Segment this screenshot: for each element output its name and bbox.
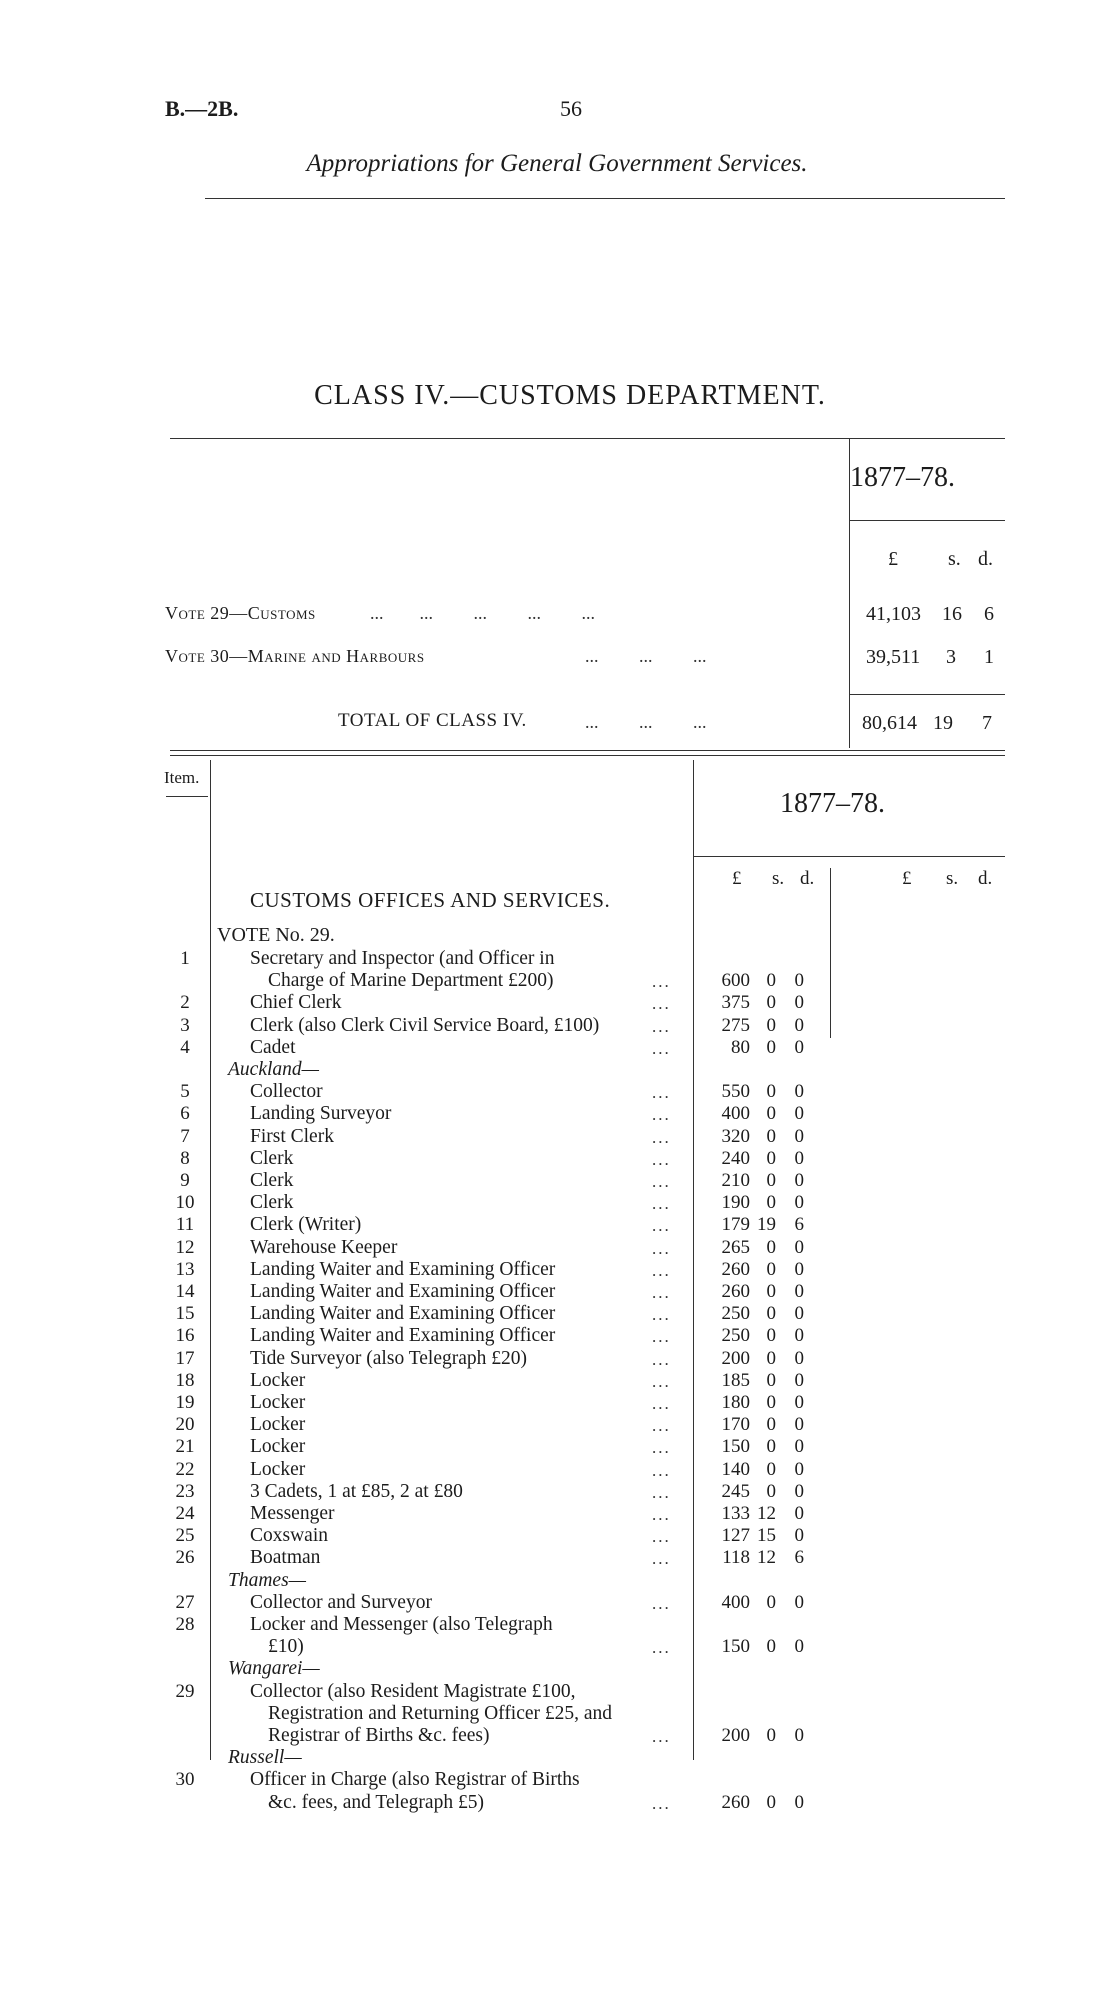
item-number: 23 <box>175 1480 195 1502</box>
amount-pence: 0 <box>794 1258 804 1280</box>
leader-dots: ... <box>652 1305 671 1325</box>
item-number: 2 <box>180 992 190 1014</box>
amount-shillings: 0 <box>766 1591 776 1613</box>
item-number: 12 <box>175 1236 195 1258</box>
summary-total-pence: 7 <box>982 712 992 734</box>
amount-shillings: 12 <box>757 1503 776 1524</box>
amount-shillings: 0 <box>766 1281 776 1302</box>
amount-pounds: 240 <box>721 1147 750 1169</box>
class-title: CLASS IV.—CUSTOMS DEPARTMENT. <box>314 380 826 411</box>
amount-shillings: 0 <box>766 970 776 992</box>
item-description: Collector (also Resident Magistrate £100, <box>250 1680 576 1702</box>
amount-shillings: 0 <box>766 1014 776 1036</box>
amount-pounds: 400 <box>721 1591 750 1613</box>
item-number: 8 <box>180 1147 190 1169</box>
item-description: Landing Waiter and Examining Officer <box>250 1281 556 1302</box>
summary-total-shillings: 19 <box>933 712 953 734</box>
item-description: Landing Waiter and Examining Officer <box>250 1303 556 1325</box>
item-column-header: Item. <box>164 768 200 787</box>
item-number: 16 <box>175 1325 195 1347</box>
item-number: 14 <box>175 1281 195 1302</box>
leader-dots: ... <box>652 1349 671 1369</box>
item-description: Clerk (Writer) <box>250 1214 362 1236</box>
summary-vote-pence: 6 <box>984 603 994 625</box>
amount-pence: 6 <box>794 1214 804 1236</box>
amount-pounds: 550 <box>721 1081 750 1103</box>
amount-pence: 0 <box>794 1436 804 1458</box>
document-reference: B.—2B. <box>165 96 239 121</box>
summary-total-pounds: 80,614 <box>862 712 917 734</box>
leader-dots: ... <box>652 1416 671 1436</box>
amount-pounds: 600 <box>721 970 750 992</box>
amount-column-rule <box>830 868 831 1038</box>
summary-vote-pounds: 39,511 <box>866 646 921 668</box>
item-number: 27 <box>175 1591 195 1613</box>
item-number: 9 <box>180 1170 190 1191</box>
item-number: 22 <box>175 1458 195 1480</box>
item-number: 1 <box>180 948 190 969</box>
amount-shillings: 19 <box>757 1214 776 1236</box>
item-number: 5 <box>180 1081 190 1103</box>
amount-shillings: 12 <box>757 1547 776 1569</box>
amount-pounds: 179 <box>721 1214 750 1236</box>
amount-shillings: 0 <box>766 992 776 1014</box>
amount-pence: 0 <box>794 1347 804 1369</box>
amount-pence: 0 <box>794 1081 804 1103</box>
amount-pence: 0 <box>794 1791 804 1813</box>
summary-bottom-rule <box>170 750 1005 751</box>
leader-dots: ... <box>652 1238 671 1258</box>
amount-pounds: 133 <box>721 1503 750 1524</box>
item-description: Boatman <box>250 1547 321 1569</box>
summary-bottom-rule-double <box>170 755 1005 756</box>
amount-pence: 0 <box>794 1725 804 1746</box>
amount-shillings: 0 <box>766 1236 776 1258</box>
amount-pence: 0 <box>794 1147 804 1169</box>
leader-dots: ... <box>652 1083 671 1103</box>
amount-pounds: 260 <box>721 1791 750 1813</box>
amount-shillings: 0 <box>766 1081 776 1103</box>
item-description: 3 Cadets, 1 at £85, 2 at £80 <box>250 1480 463 1502</box>
amount-pence: 0 <box>794 1103 804 1125</box>
summary-pounds-unit: £ <box>888 548 898 570</box>
amount-pence: 0 <box>794 1125 804 1147</box>
amount-shillings: 0 <box>766 1192 776 1214</box>
subheading: Wangarei— <box>228 1658 320 1680</box>
table-year-rule <box>693 856 1005 857</box>
item-description: Charge of Marine Department £200) <box>268 970 554 992</box>
vote-label: VOTE No. 29. <box>217 924 335 946</box>
amount-shillings: 0 <box>766 1036 776 1058</box>
summary-year: 1877–78. <box>850 462 955 493</box>
amount-pounds: 250 <box>721 1303 750 1325</box>
leader-dots: ... <box>652 1216 671 1236</box>
item-number: 20 <box>175 1414 195 1436</box>
amount-pounds: 190 <box>721 1192 750 1214</box>
amount-pence: 0 <box>794 1303 804 1325</box>
amount-pounds: 180 <box>721 1392 750 1413</box>
amount-pence: 0 <box>794 1281 804 1302</box>
leader-dots: ... <box>652 1527 671 1547</box>
item-number: 25 <box>175 1525 195 1547</box>
amount-shillings: 0 <box>766 1436 776 1458</box>
table-year: 1877–78. <box>780 788 885 819</box>
item-number: 15 <box>175 1303 195 1325</box>
item-number: 29 <box>175 1680 195 1702</box>
amount-shillings: 0 <box>766 1147 776 1169</box>
amount-pounds: 375 <box>721 992 750 1014</box>
leader-dots: ... <box>652 972 671 992</box>
subheading: Thames— <box>228 1569 307 1591</box>
subheading: Auckland— <box>228 1059 319 1080</box>
amount-shillings: 0 <box>766 1392 776 1413</box>
item-description: Cadet <box>250 1036 296 1058</box>
item-description: Landing Surveyor <box>250 1103 392 1125</box>
amount-pence: 0 <box>794 1325 804 1347</box>
summary-top-rule <box>170 438 1005 439</box>
amount-shillings: 0 <box>766 1725 776 1746</box>
amount-pence: 0 <box>794 1480 804 1502</box>
amount-pounds: 118 <box>722 1547 750 1569</box>
amount-shillings: 15 <box>757 1525 776 1547</box>
table-shillings-unit: s. <box>772 868 785 889</box>
leader-dots: ... <box>652 1482 671 1502</box>
item-description: Registrar of Births &c. fees) <box>268 1725 490 1746</box>
amount-pounds: 127 <box>721 1525 750 1547</box>
item-description: Officer in Charge (also Registrar of Births <box>250 1769 580 1791</box>
amount-pence: 0 <box>794 1591 804 1613</box>
header-rule <box>205 198 1005 199</box>
item-description: Landing Waiter and Examining Officer <box>250 1325 556 1347</box>
leader-dots: ... <box>652 1105 671 1125</box>
amount-pence: 0 <box>794 1236 804 1258</box>
item-number: 3 <box>180 1014 190 1036</box>
section-title: CUSTOMS OFFICES AND SERVICES. <box>250 888 611 912</box>
item-number: 21 <box>175 1436 195 1458</box>
item-column-rule <box>210 760 211 1760</box>
amount-pounds: 260 <box>721 1258 750 1280</box>
leader-dots: ... <box>652 1127 671 1147</box>
leader-dots: ... <box>652 1172 671 1191</box>
amount-shillings: 0 <box>766 1636 776 1658</box>
amount-pounds: 265 <box>721 1236 750 1258</box>
amount-shillings: 0 <box>766 1170 776 1191</box>
item-description: Collector <box>250 1081 323 1103</box>
amount-pence: 0 <box>794 1369 804 1391</box>
amount-pounds: 200 <box>721 1725 750 1746</box>
amount-pence: 6 <box>794 1547 804 1569</box>
amount-pence: 0 <box>794 1036 804 1058</box>
item-header-rule <box>166 796 208 797</box>
item-description: Messenger <box>250 1503 335 1524</box>
amount-pounds: 140 <box>721 1458 750 1480</box>
table-pounds-unit: £ <box>732 868 742 889</box>
amount-pence: 0 <box>794 970 804 992</box>
leader-dots: ... <box>652 1016 671 1036</box>
item-description: Warehouse Keeper <box>250 1236 398 1258</box>
amount-pounds: 185 <box>721 1369 750 1391</box>
leader-dots: ... <box>652 1549 671 1569</box>
item-number: 24 <box>175 1503 195 1524</box>
amount-pounds: 275 <box>721 1014 750 1036</box>
item-number: 28 <box>175 1614 195 1635</box>
amount-shillings: 0 <box>766 1325 776 1347</box>
item-number: 30 <box>175 1769 195 1791</box>
item-description: Clerk <box>250 1170 294 1191</box>
summary-shillings-unit: s. <box>948 548 961 570</box>
amount-shillings: 0 <box>766 1258 776 1280</box>
leader-dots: ... <box>652 1638 671 1658</box>
amount-pounds: 400 <box>721 1103 750 1125</box>
amount-shillings: 0 <box>766 1369 776 1391</box>
summary-total-rule <box>849 694 1005 695</box>
table-total-pence-unit: d. <box>978 868 993 889</box>
amount-pence: 0 <box>794 1525 804 1547</box>
item-description: Locker <box>250 1414 306 1436</box>
leader-dots: ... <box>652 1194 671 1214</box>
item-number: 19 <box>175 1392 195 1413</box>
amount-pence: 0 <box>794 1014 804 1036</box>
item-number: 11 <box>175 1214 195 1236</box>
item-number: 13 <box>175 1258 195 1280</box>
amount-pence: 0 <box>794 1392 804 1413</box>
summary-vote-label: Vote 29—Customs <box>165 603 316 623</box>
summary-year-rule <box>849 520 1005 521</box>
leader-dots: ... <box>652 1793 671 1813</box>
leader-dots: ... <box>652 1727 671 1746</box>
leader-dots: ... <box>652 994 671 1014</box>
leader-dots: ... <box>652 1505 671 1524</box>
item-description: Locker <box>250 1392 306 1413</box>
item-number: 18 <box>175 1369 195 1391</box>
table-total-pounds-unit: £ <box>902 868 912 889</box>
amount-shillings: 0 <box>766 1303 776 1325</box>
item-description: Clerk (also Clerk Civil Service Board, £100) <box>250 1014 600 1036</box>
amount-pounds: 250 <box>721 1325 750 1347</box>
leader-dots: ... <box>652 1260 671 1280</box>
amount-pence: 0 <box>794 1458 804 1480</box>
subheading: Russell— <box>228 1747 302 1769</box>
summary-pence-unit: d. <box>978 548 993 570</box>
table-pence-unit: d. <box>800 868 815 889</box>
item-description: £10) <box>268 1636 304 1658</box>
page-number: 56 <box>560 96 582 121</box>
amount-pence: 0 <box>794 1414 804 1436</box>
amount-shillings: 0 <box>766 1347 776 1369</box>
amount-pounds: 245 <box>721 1480 750 1502</box>
table-total-shillings-unit: s. <box>946 868 959 889</box>
amount-shillings: 0 <box>766 1791 776 1813</box>
amount-shillings: 0 <box>766 1480 776 1502</box>
amount-pence: 0 <box>794 1636 804 1658</box>
item-number: 4 <box>180 1036 190 1058</box>
amount-shillings: 0 <box>766 1103 776 1125</box>
item-description: Collector and Surveyor <box>250 1591 432 1613</box>
item-description: First Clerk <box>250 1125 334 1147</box>
item-description: Coxswain <box>250 1525 328 1547</box>
amount-pence: 0 <box>794 1170 804 1191</box>
leader-dots: ... <box>652 1394 671 1413</box>
summary-vote-label: Vote 30—Marine and Harbours <box>165 646 425 666</box>
leader-dots: ... <box>652 1038 671 1058</box>
summary-vote-shillings: 3 <box>946 646 956 668</box>
leader-dots: ... <box>652 1460 671 1480</box>
summary-total-label: TOTAL OF CLASS IV. <box>338 710 527 731</box>
amount-pounds: 170 <box>721 1414 750 1436</box>
item-description: Locker and Messenger (also Telegraph <box>250 1614 553 1635</box>
leader-dots: ... <box>652 1371 671 1391</box>
amount-pounds: 260 <box>721 1281 750 1302</box>
item-description: Registration and Returning Officer £25, and <box>268 1702 613 1724</box>
item-description: Tide Surveyor (also Telegraph £20) <box>250 1347 528 1369</box>
item-description: &c. fees, and Telegraph £5) <box>268 1791 484 1813</box>
item-number: 26 <box>175 1547 195 1569</box>
item-number: 17 <box>175 1347 195 1369</box>
item-description: Clerk <box>250 1147 294 1169</box>
leader-dots: ... <box>652 1283 671 1302</box>
item-description: Chief Clerk <box>250 992 342 1014</box>
amount-pounds: 150 <box>721 1436 750 1458</box>
summary-vote-pence: 1 <box>984 646 994 668</box>
leader-dots: ... <box>652 1593 671 1613</box>
item-description: Landing Waiter and Examining Officer <box>250 1258 556 1280</box>
item-description: Clerk <box>250 1192 294 1214</box>
amount-pounds: 320 <box>721 1125 750 1147</box>
amount-shillings: 0 <box>766 1458 776 1480</box>
amount-pence: 0 <box>794 992 804 1014</box>
amount-shillings: 0 <box>766 1414 776 1436</box>
item-description: Secretary and Inspector (and Officer in <box>250 948 555 969</box>
item-number: 6 <box>180 1103 190 1125</box>
amount-pence: 0 <box>794 1192 804 1214</box>
item-number: 7 <box>180 1125 190 1147</box>
amount-pounds: 210 <box>721 1170 750 1191</box>
amount-pence: 0 <box>794 1503 804 1524</box>
summary-vote-pounds: 41,103 <box>866 603 921 625</box>
item-number: 10 <box>175 1192 195 1214</box>
amount-pounds: 150 <box>721 1636 750 1658</box>
amount-pounds: 80 <box>731 1036 750 1058</box>
description-column-rule <box>693 760 694 1760</box>
leader-dots: ... <box>652 1438 671 1458</box>
page-title: Appropriations for General Government Services. <box>306 150 808 177</box>
item-description: Locker <box>250 1369 306 1391</box>
summary-vote-shillings: 16 <box>942 603 962 625</box>
leader-dots: ... <box>652 1149 671 1169</box>
item-description: Locker <box>250 1458 306 1480</box>
amount-shillings: 0 <box>766 1125 776 1147</box>
leader-dots: ... <box>652 1327 671 1347</box>
amount-pounds: 200 <box>721 1347 750 1369</box>
item-description: Locker <box>250 1436 306 1458</box>
